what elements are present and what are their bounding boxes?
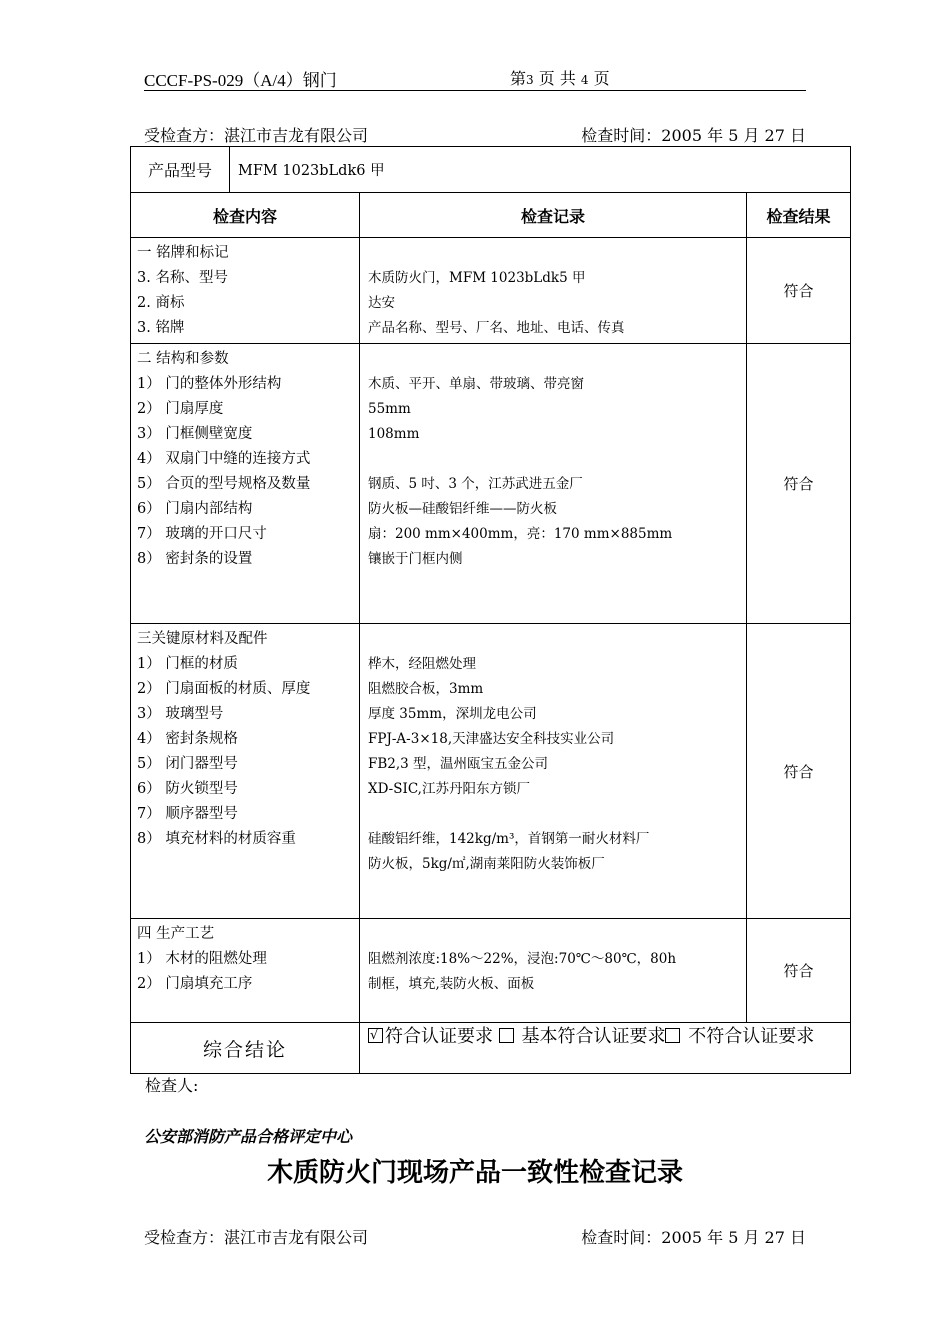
document-title: 木质防火门现场产品一致性检查记录: [266, 1158, 683, 1188]
table-row: [131, 624, 851, 919]
header-content: 检查内容: [131, 193, 360, 238]
section-content: 一 铭牌和标记 3. 名称、型号 2. 商标 3. 铭牌: [131, 238, 360, 344]
document-code: CCCF-PS-029（A/4）钢门: [144, 71, 337, 90]
conclusion-options: [360, 1023, 851, 1074]
conclusion-row: [131, 1023, 851, 1074]
product-model-row: [131, 147, 851, 193]
section-record: 桦木，经阻燃处理 阻燃胶合板，3mm 厚度 35mm，深圳龙电公司 FPJ-A-3×18,天津盛达安全科技实业公司 FB2,3 型，温州瓯宝五金公司 XD-SIC,江苏丹阳东方锁厂 硅酸铝纤维，142kg/m³，首钢第一耐火材料厂 防火板，5kg/㎡,湖南莱阳防火装饰板厂: [360, 624, 747, 919]
page-header: [144, 66, 806, 91]
table-header-row: [131, 193, 851, 238]
section-content: 二 结构和参数 1） 门的整体外形结构 2） 门扇厚度 3） 门框侧壁宽度 4） 双扇门中缝的连接方式 5） 合页的型号规格及数量 6） 门扇内部结构 7） 玻璃的开口尺寸 8） 密封条的设置: [131, 344, 360, 624]
section-content: 三关键原材料及配件 1） 门框的材质 2） 门扇面板的材质、厚度 3） 玻璃型号 4） 密封条规格 5） 闭门器型号 6） 防火锁型号 7） 顺序器型号 8） 填充材料的材质容重: [131, 624, 360, 919]
inspection-meta-2: [144, 1225, 806, 1247]
table-row: [131, 238, 851, 344]
inspector-label: 检查人:: [145, 1076, 199, 1095]
product-model-label: 产品型号: [131, 147, 230, 193]
section-content: 四 生产工艺 1） 木材的阻燃处理 2） 门扇填充工序: [131, 919, 360, 1023]
conclusion-checkbox-noncompliant[interactable]: [665, 1028, 680, 1043]
product-model-value: MFM 1023bLdk6 甲: [230, 147, 851, 193]
inspection-meta: [144, 123, 806, 145]
section-record: 阻燃剂浓度:18%～22%，浸泡:70℃～80℃，80h 制框，填充,装防火板、面板: [360, 919, 747, 1023]
section-record: 木质防火门，MFM 1023bLdk5 甲 达安 产品名称、型号、厂名、地址、电话、传真: [360, 238, 747, 344]
inspection-time: 检查时间：2005 年 5 月 27 日: [581, 126, 806, 145]
page-total: 4: [580, 73, 589, 87]
inspected-party: 受检查方：湛江市吉龙有限公司: [144, 1228, 369, 1247]
page-indicator: 第3 页 共 4 页: [510, 69, 610, 88]
table-row: [131, 344, 851, 624]
conclusion-checkbox-compliant[interactable]: [368, 1028, 383, 1043]
page-current: 3: [526, 73, 534, 87]
section-result: 符合: [747, 238, 851, 344]
inspected-party: 受检查方：湛江市吉龙有限公司: [144, 126, 369, 145]
header-record: 检查记录: [360, 193, 747, 238]
table-row: [131, 919, 851, 1023]
conclusion-option-basic: 基本符合认证要求: [515, 1026, 666, 1047]
section-result: 符合: [747, 624, 851, 919]
header-result: 检查结果: [747, 193, 851, 238]
conclusion-option-compliant: 符合认证要求: [385, 1026, 493, 1047]
inspection-time: 检查时间：2005 年 5 月 27 日: [581, 1228, 806, 1247]
conclusion-label: 综合结论: [131, 1023, 360, 1074]
section-result: 符合: [747, 919, 851, 1023]
conclusion-checkbox-basic[interactable]: [499, 1028, 514, 1043]
conclusion-option-noncompliant: 不符合认证要求: [682, 1026, 815, 1047]
section-record: 木质、平开、单扇、带玻璃、带亮窗 55mm 108mm 钢质、5 吋、3 个，江苏武进五金厂 防火板—硅酸铝纤维——防火板 扇：200 mm×400mm，亮：170 mm×885mm 镶嵌于门框内侧: [360, 344, 747, 624]
section-result: 符合: [747, 344, 851, 624]
organization-name: 公安部消防产品合格评定中心: [144, 1127, 353, 1146]
inspection-table: [130, 146, 851, 1074]
